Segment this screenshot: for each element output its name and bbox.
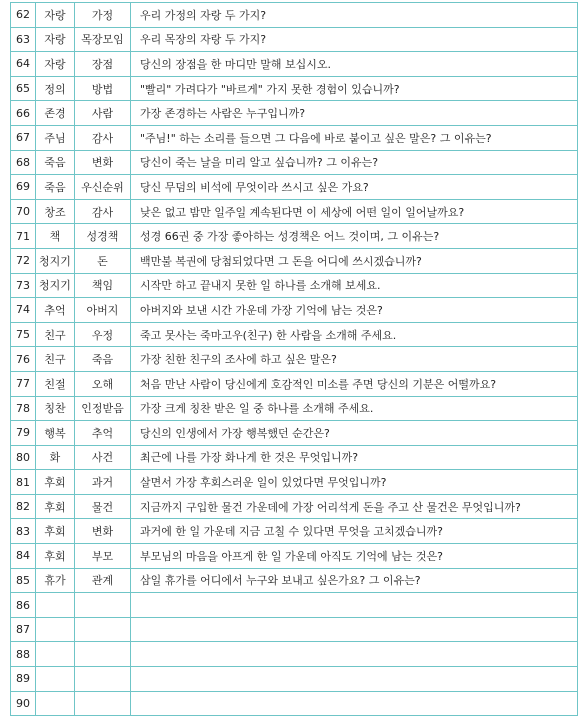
keyword-cell: [36, 691, 75, 716]
table-row: [11, 199, 578, 224]
keyword-cell: 자랑: [36, 52, 75, 77]
subkeyword-cell: [75, 642, 131, 667]
keyword-cell: 자랑: [36, 3, 75, 28]
keyword-cell: 죽음: [36, 175, 75, 200]
table-row: [11, 691, 578, 716]
table-row: [11, 617, 578, 642]
question-cell: 죽고 못사는 죽마고우(친구) 한 사람을 소개해 주세요.: [131, 322, 578, 347]
question-cell: 삼일 휴가를 어디에서 누구와 보내고 싶은가요? 그 이유는?: [131, 568, 578, 593]
keyword-cell: 청지기: [36, 248, 75, 273]
table-row: [11, 347, 578, 372]
question-cell: 낮은 없고 밤만 일주일 계속된다면 이 세상에 어떤 일이 일어날까요?: [131, 199, 578, 224]
keyword-cell: 화: [36, 445, 75, 470]
table-row: [11, 273, 578, 298]
question-cell: 과거에 한 일 가운데 지금 고칠 수 있다면 무엇을 고치겠습니까?: [131, 519, 578, 544]
question-cell: 당신이 죽는 날을 미리 알고 싶습니까? 그 이유는?: [131, 150, 578, 175]
table-row: [11, 52, 578, 77]
row-number: 62: [11, 3, 36, 28]
table-row: [11, 470, 578, 495]
row-number: 72: [11, 248, 36, 273]
table-row: [11, 593, 578, 618]
row-number: 84: [11, 544, 36, 569]
question-cell: 살면서 가장 후회스러운 일이 있었다면 무엇입니까?: [131, 470, 578, 495]
subkeyword-cell: [75, 617, 131, 642]
table-row: [11, 27, 578, 52]
row-number: 81: [11, 470, 36, 495]
table-row: [11, 667, 578, 692]
table-row: [11, 76, 578, 101]
question-cell: 성경 66권 중 가장 좋아하는 성경책은 어느 것이며, 그 이유는?: [131, 224, 578, 249]
question-cell: 아버지와 보낸 시간 가운데 가장 기억에 남는 것은?: [131, 298, 578, 323]
keyword-cell: 청지기: [36, 273, 75, 298]
question-cell: 가장 크게 칭찬 받은 일 중 하나를 소개해 주세요.: [131, 396, 578, 421]
row-number: 71: [11, 224, 36, 249]
table-row: [11, 125, 578, 150]
row-number: 79: [11, 421, 36, 446]
question-cell: 백만불 복권에 당첨되었다면 그 돈을 어디에 쓰시겠습니까?: [131, 248, 578, 273]
question-cell: "빨리" 가려다가 "바르게" 가지 못한 경험이 있습니까?: [131, 76, 578, 101]
subkeyword-cell: 감사: [75, 125, 131, 150]
question-cell: 우리 가정의 자랑 두 가지?: [131, 3, 578, 28]
subkeyword-cell: 우정: [75, 322, 131, 347]
question-cell: [131, 691, 578, 716]
keyword-cell: 후회: [36, 544, 75, 569]
table-row: [11, 3, 578, 28]
row-number: 75: [11, 322, 36, 347]
subkeyword-cell: 부모: [75, 544, 131, 569]
keyword-cell: 후회: [36, 519, 75, 544]
question-cell: "주님!" 하는 소리를 들으면 그 다음에 바로 붙이고 싶은 말은? 그 이유는?: [131, 125, 578, 150]
keyword-cell: 후회: [36, 470, 75, 495]
subkeyword-cell: 죽음: [75, 347, 131, 372]
table-row: [11, 544, 578, 569]
subkeyword-cell: 우신순위: [75, 175, 131, 200]
question-cell: 시작만 하고 끝내지 못한 일 하나를 소개해 보세요.: [131, 273, 578, 298]
subkeyword-cell: 장점: [75, 52, 131, 77]
question-cell: [131, 667, 578, 692]
subkeyword-cell: 물건: [75, 494, 131, 519]
question-cell: 우리 목장의 자랑 두 가지?: [131, 27, 578, 52]
question-cell: 처음 만난 사람이 당신에게 호감적인 미소를 주면 당신의 기분은 어떨까요?: [131, 371, 578, 396]
subkeyword-cell: 가정: [75, 3, 131, 28]
row-number: 77: [11, 371, 36, 396]
subkeyword-cell: 아버지: [75, 298, 131, 323]
keyword-cell: 친구: [36, 322, 75, 347]
table-row: [11, 224, 578, 249]
keyword-cell: [36, 642, 75, 667]
subkeyword-cell: 사건: [75, 445, 131, 470]
table-row: [11, 175, 578, 200]
question-cell: 최근에 나를 가장 화나게 한 것은 무엇입니까?: [131, 445, 578, 470]
question-cell: 당신의 인생에서 가장 행복했던 순간은?: [131, 421, 578, 446]
row-number: 70: [11, 199, 36, 224]
table-row: [11, 150, 578, 175]
question-cell: [131, 617, 578, 642]
keyword-cell: 주님: [36, 125, 75, 150]
question-cell: 가장 존경하는 사람은 누구입니까?: [131, 101, 578, 126]
row-number: 65: [11, 76, 36, 101]
subkeyword-cell: 사람: [75, 101, 131, 126]
row-number: 80: [11, 445, 36, 470]
row-number: 90: [11, 691, 36, 716]
subkeyword-cell: 변화: [75, 150, 131, 175]
keyword-cell: 책: [36, 224, 75, 249]
row-number: 74: [11, 298, 36, 323]
keyword-cell: 후회: [36, 494, 75, 519]
row-number: 69: [11, 175, 36, 200]
subkeyword-cell: [75, 667, 131, 692]
keyword-cell: 행복: [36, 421, 75, 446]
keyword-cell: [36, 667, 75, 692]
keyword-cell: 친절: [36, 371, 75, 396]
keyword-cell: 창조: [36, 199, 75, 224]
keyword-cell: 휴가: [36, 568, 75, 593]
keyword-cell: 존경: [36, 101, 75, 126]
table-row: [11, 494, 578, 519]
question-cell: [131, 593, 578, 618]
question-cell: [131, 642, 578, 667]
row-number: 89: [11, 667, 36, 692]
table-row: [11, 101, 578, 126]
table-row: [11, 396, 578, 421]
keyword-cell: [36, 617, 75, 642]
subkeyword-cell: 돈: [75, 248, 131, 273]
row-number: 78: [11, 396, 36, 421]
subkeyword-cell: 추억: [75, 421, 131, 446]
row-number: 73: [11, 273, 36, 298]
row-number: 76: [11, 347, 36, 372]
row-number: 88: [11, 642, 36, 667]
keyword-cell: 추억: [36, 298, 75, 323]
table-row: [11, 421, 578, 446]
subkeyword-cell: 오해: [75, 371, 131, 396]
row-number: 66: [11, 101, 36, 126]
subkeyword-cell: 책임: [75, 273, 131, 298]
subkeyword-cell: 성경책: [75, 224, 131, 249]
keyword-cell: 친구: [36, 347, 75, 372]
subkeyword-cell: 변화: [75, 519, 131, 544]
row-number: 85: [11, 568, 36, 593]
question-cell: 가장 친한 친구의 조사에 하고 싶은 말은?: [131, 347, 578, 372]
table-row: [11, 248, 578, 273]
subkeyword-cell: [75, 691, 131, 716]
subkeyword-cell: 과거: [75, 470, 131, 495]
table-row: [11, 445, 578, 470]
keyword-cell: [36, 593, 75, 618]
table-row: [11, 371, 578, 396]
subkeyword-cell: 감사: [75, 199, 131, 224]
keyword-cell: 칭찬: [36, 396, 75, 421]
table-row: [11, 568, 578, 593]
table-row: [11, 519, 578, 544]
table-row: [11, 322, 578, 347]
question-cell: 지금까지 구입한 물건 가운데에 가장 어리석게 돈을 주고 산 물건은 무엇입니까?: [131, 494, 578, 519]
keyword-cell: 자랑: [36, 27, 75, 52]
question-cell: 부모님의 마음을 아프게 한 일 가운데 아직도 기억에 남는 것은?: [131, 544, 578, 569]
table-row: [11, 642, 578, 667]
subkeyword-cell: 방법: [75, 76, 131, 101]
question-cell: 당신의 장점을 한 마디만 말해 보십시오.: [131, 52, 578, 77]
subkeyword-cell: [75, 593, 131, 618]
row-number: 82: [11, 494, 36, 519]
table-row: [11, 298, 578, 323]
row-number: 87: [11, 617, 36, 642]
question-cell: 당신 무덤의 비석에 무엇이라 쓰시고 싶은 가요?: [131, 175, 578, 200]
keyword-cell: 정의: [36, 76, 75, 101]
question-table: [10, 2, 578, 716]
row-number: 64: [11, 52, 36, 77]
keyword-cell: 죽음: [36, 150, 75, 175]
subkeyword-cell: 인정받음: [75, 396, 131, 421]
row-number: 63: [11, 27, 36, 52]
row-number: 86: [11, 593, 36, 618]
subkeyword-cell: 목장모임: [75, 27, 131, 52]
row-number: 67: [11, 125, 36, 150]
row-number: 83: [11, 519, 36, 544]
subkeyword-cell: 관계: [75, 568, 131, 593]
row-number: 68: [11, 150, 36, 175]
question-table-body: [11, 3, 578, 716]
